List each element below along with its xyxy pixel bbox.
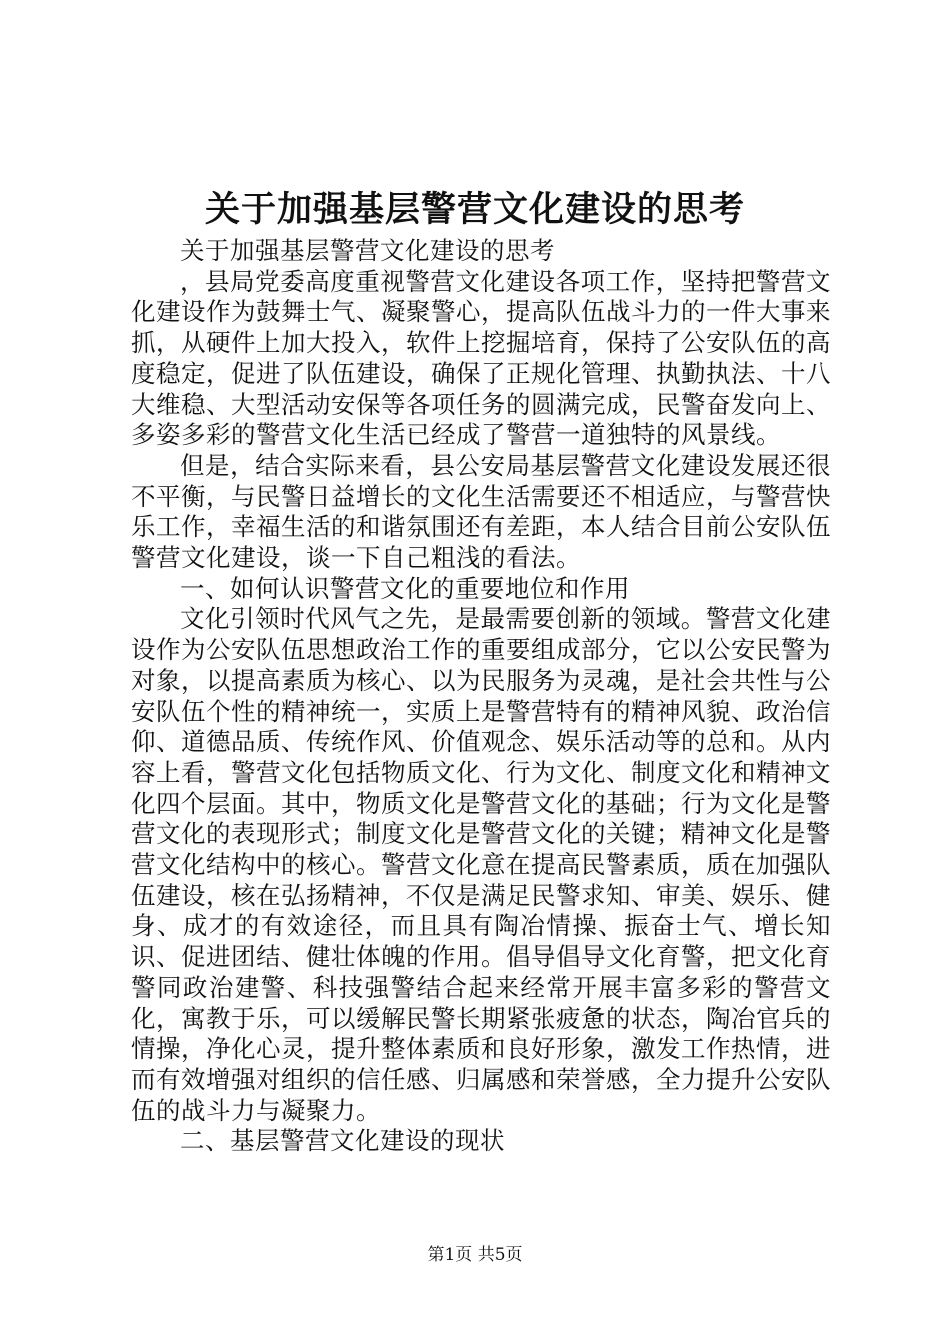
section-heading-1: 一、如何认识警营文化的重要地位和作用 (180, 573, 630, 603)
paragraph-however: 但是，结合实际来看，县公安局基层警营文化建设发展还很不平衡，与民警日益增长的文化生活需要还不相适应，与警营快乐工作，幸福生活的和谐氛围还有差距，本人结合目前公安队伍警营文化建设，谈一下自己粗浅的看法。 (131, 450, 831, 573)
paragraph-culture: 文化引领时代风气之先，是最需要创新的领域。警营文化建设作为公安队伍思想政治工作的重要组成部分，它以公安民警为对象，以提高素质为核心、以为民服务为灵魂，是社会共性与公安队伍个性的精神统一，实质上是警营特有的精神风貌、政治信仰、道德品质、传统作风、价值观念、娱乐活动等的总和。从内容上看，警营文化包括物质文化、行为文化、制度文化和精神文化四个层面。其中，物质文化是警营文化的基础；行为文化是警营文化的表现形式；制度文化是警营文化的关键；精神文化是警营文化结构中的核心。警营文化意在提高民警素质，质在加强队伍建设，核在弘扬精神，不仅是满足民警求知、审美、娱乐、健身、成才的有效途径，而且具有陶冶情操、振奋士气、增长知识、促进团结、健壮体魄的作用。倡导倡导文化育警，把文化育警同政治建警、科技强警结合起来经常开展丰富多彩的警营文化，寓教于乐，可以缓解民警长期紧张疲惫的状态，陶冶官兵的情操，净化心灵，提升整体素质和良好形象，激发工作热情，进而有效增强对组织的信任感、归属感和荣誉感，全力提升公安队伍的战斗力与凝聚力。 (131, 604, 831, 1125)
paragraph-intro: ，县局党委高度重视警营文化建设各项工作，坚持把警营文化建设作为鼓舞士气、凝聚警心，提高队伍战斗力的一件大事来抓，从硬件上加大投入，软件上挖掘培育，保持了公安队伍的高度稳定，促进了队伍建设，确保了正规化管理、执勤执法、十八大维稳、大型活动安保等各项任务的圆满完成，民警奋发向上、多姿多彩的警营文化生活已经成了警营一道独特的风景线。 (131, 266, 831, 450)
document-title: 关于加强基层警营文化建设的思考 (204, 189, 745, 230)
document-body (131, 236, 831, 1157)
section-heading-2: 二、基层警营文化建设的现状 (180, 1126, 505, 1156)
page-indicator: 第1页 共5页 (427, 1245, 523, 1265)
paragraph-subtitle: 关于加强基层警营文化建设的思考 (180, 236, 555, 265)
